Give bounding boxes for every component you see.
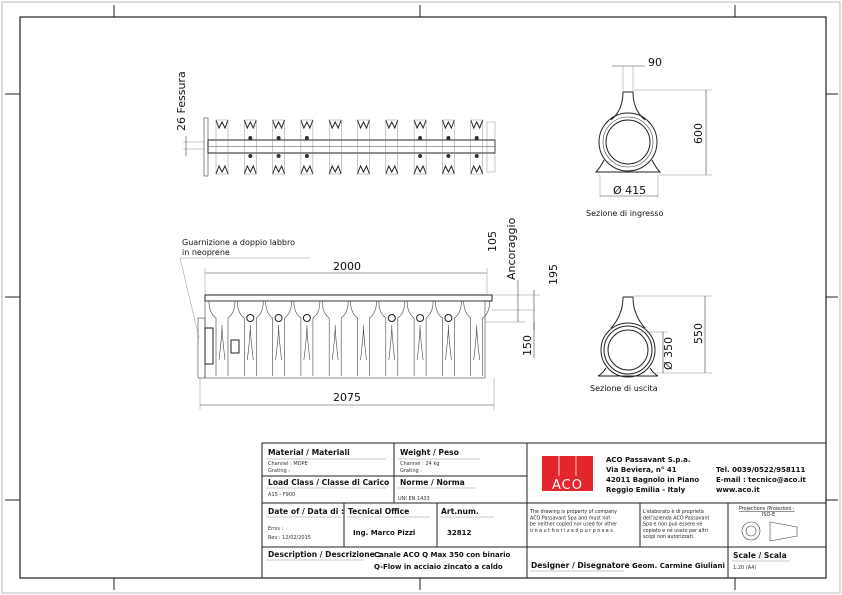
weight-grating: Grating :	[400, 468, 422, 474]
company-address-line: Via Beviera, n° 41	[606, 466, 677, 474]
disclaimer-en-line: be neither copied nor used for other	[530, 522, 618, 528]
side-view-rib	[322, 301, 348, 376]
disclaimer-it-line: scopi non autorizzati.	[643, 535, 695, 541]
top-view-rib	[386, 120, 398, 174]
disclaimer-it-line: copiato e né usato per altri	[643, 528, 708, 534]
anchor-label: Ancoraggio	[505, 217, 518, 280]
height-195-label: 195	[547, 264, 560, 285]
gasket-note-line2: in neoprene	[182, 248, 230, 257]
norm-value: UNI EN 1433	[398, 496, 430, 502]
side-view-rib	[294, 301, 320, 376]
aco-logo	[542, 456, 593, 493]
description-line2: Q-Flow in acciaio zincato a caldo	[374, 563, 503, 571]
company-address-line: 42011 Bagnolo in Piano	[606, 476, 700, 484]
title-block	[262, 443, 826, 578]
office-header: Tecnical Office	[348, 507, 410, 516]
zone-ticks	[5, 5, 838, 590]
outlet-height: 550	[692, 323, 705, 344]
side-view	[180, 217, 560, 410]
disclaimer-en-line: u n a u t h o r i z e d p u r p o s e s.	[530, 528, 615, 534]
side-view-rib	[407, 301, 433, 376]
art-value: 32812	[447, 529, 472, 537]
load-class-value: A15 - F900	[268, 492, 296, 498]
top-view-rib	[414, 120, 426, 174]
top-view-rib	[301, 120, 313, 174]
top-view-rib	[471, 120, 483, 174]
height-150-label: 150	[521, 335, 534, 356]
description-header: Description / Descrizione :	[268, 550, 381, 559]
company-contact-line: E-mail : tecnico@aco.it	[716, 476, 806, 484]
material-channel: Channel : MDPE	[268, 461, 308, 467]
outlet-section	[590, 296, 712, 393]
length-inner-label: 2000	[333, 260, 361, 273]
material-header: Material / Materiali	[268, 448, 350, 457]
top-view	[175, 71, 495, 176]
top-view-rib	[442, 120, 454, 174]
top-view-rib	[244, 120, 256, 174]
company-address-line: Reggio Emilia - Italy	[606, 486, 686, 494]
top-view-rib	[358, 120, 370, 174]
side-view-rib	[435, 301, 461, 376]
company-contact-line: www.aco.it	[716, 486, 760, 494]
date-rev: Rev : 12/02/2015	[268, 535, 311, 541]
side-view-rib	[464, 301, 490, 376]
date-header: Date of / Data di :	[268, 507, 344, 516]
load-class-header: Load Class / Classe di Carico	[268, 478, 390, 487]
gasket-leader-line	[180, 258, 310, 338]
norm-header: Norme / Norma	[400, 478, 465, 487]
scale-header: Scale / Scala	[733, 551, 787, 560]
date-emis: Emis :	[268, 526, 284, 532]
material-grating: Grating :	[268, 468, 290, 474]
gasket-note-line1: Guarnizione a doppio labbro	[182, 238, 295, 247]
office-value: Ing. Marco Pizzi	[353, 529, 416, 537]
designer-header: Designer / Disegnatore :	[531, 561, 636, 570]
top-view-rib	[329, 120, 341, 174]
top-view-rib	[216, 120, 228, 174]
company-address-line: ACO Passavant S.p.a.	[606, 456, 691, 464]
description-line1: Canale ACO Q Max 350 con binario	[374, 551, 511, 559]
weight-header: Weight / Peso	[400, 448, 459, 457]
inlet-caption: Sezione di ingresso	[586, 209, 664, 218]
disclaimer-en-line: The drawing is property of company	[530, 510, 617, 515]
sheet-outer-border	[2, 2, 840, 593]
outlet-caption: Sezione di uscita	[590, 384, 658, 393]
scale-value: 1:20 (A4)	[733, 565, 757, 571]
weight-channel: Channel : 24 kg	[400, 461, 440, 467]
side-view-rib	[266, 301, 292, 376]
disclaimer-it-line: dell'azienda ACO Passavant	[643, 516, 710, 522]
slot-dimension: 26 Fessura	[175, 71, 188, 131]
designer-value: Geom. Carmine Giuliani	[632, 562, 725, 570]
length-total-label: 2075	[333, 391, 361, 404]
projection-symbol	[742, 522, 797, 541]
projection-value: ISO-E	[762, 513, 776, 518]
projection-header: Projections /Proiezioni :	[739, 507, 795, 512]
inlet-top-width: 90	[648, 56, 662, 69]
disclaimer-it-line: L'elaborato è di proprietà	[643, 510, 704, 515]
anchor-height-label: 105	[486, 231, 499, 252]
logo-text: ACO	[552, 478, 583, 493]
disclaimer-en-line: ACO Passavant Spa and must not	[530, 516, 611, 522]
side-view-rib	[379, 301, 405, 376]
inlet-diameter: Ø 415	[613, 184, 647, 197]
company-contact-line: Tel. 0039/0522/958111	[716, 466, 806, 474]
art-header: Art.num.	[441, 507, 479, 516]
inlet-height: 600	[692, 123, 705, 144]
outlet-diameter: Ø 350	[662, 336, 675, 370]
top-view-rib	[273, 120, 285, 174]
inlet-section	[586, 56, 712, 218]
side-view-rib	[237, 301, 263, 376]
side-view-rib	[351, 301, 377, 376]
disclaimer-it-line: Spa e non può essere né	[643, 522, 703, 528]
